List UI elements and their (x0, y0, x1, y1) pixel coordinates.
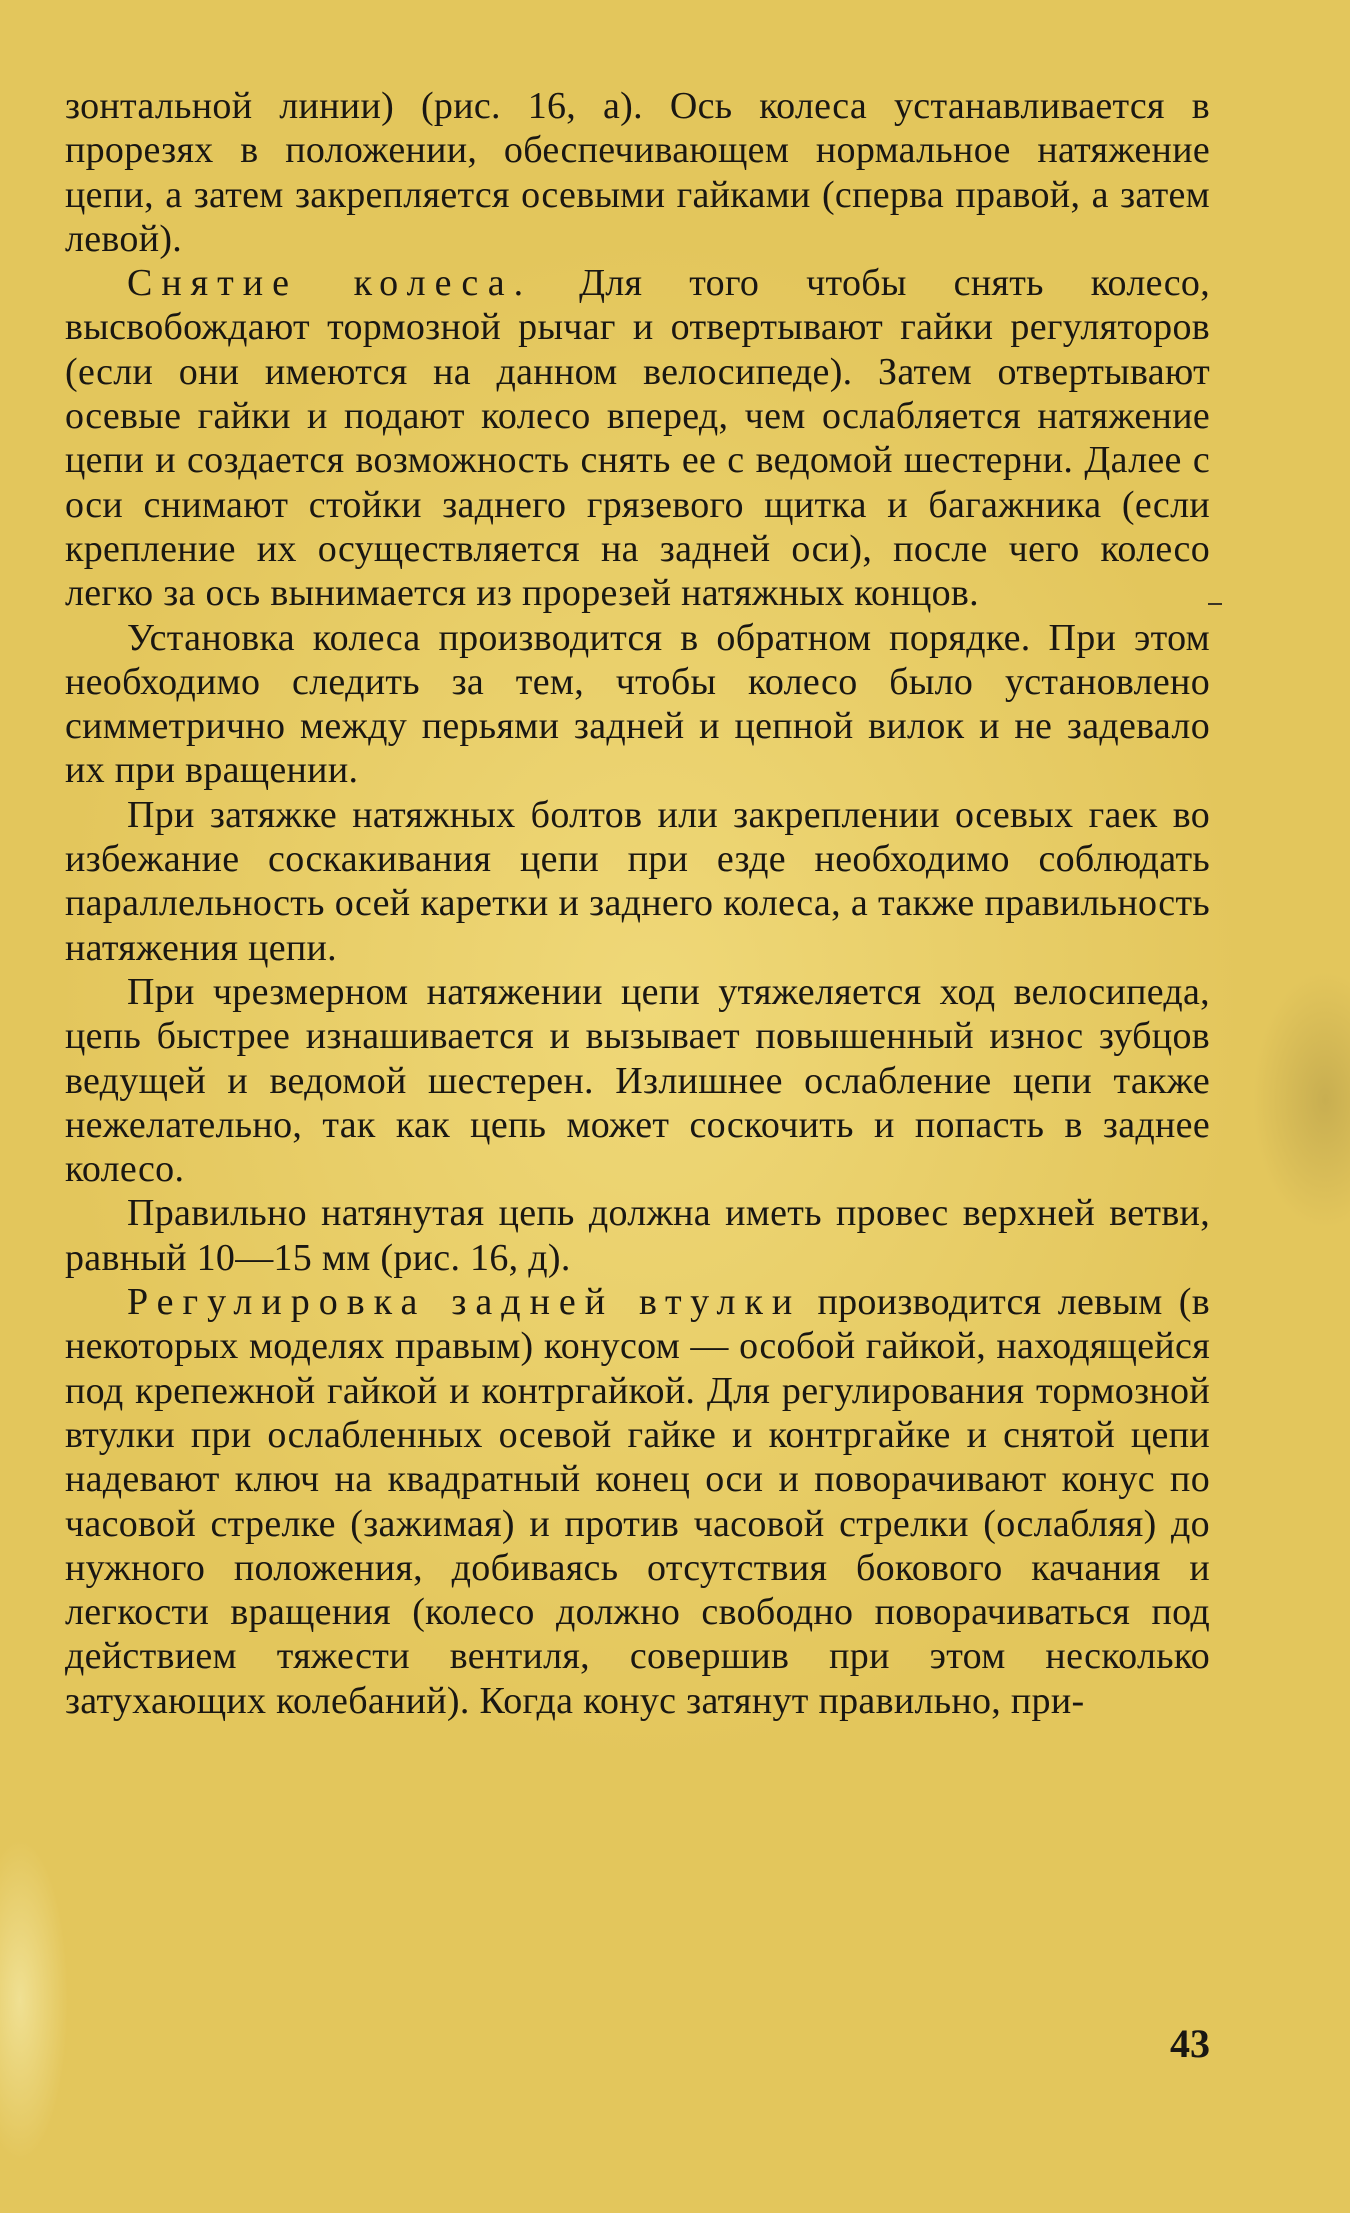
paragraph-1 (65, 84, 1210, 261)
paragraph-4 (65, 793, 1210, 970)
paragraph-5 (65, 970, 1210, 1191)
paragraph-3-text: Установка колеса производится в обратном порядке. При этом необходимо следить за тем, чтобы колесо было установлено симметрично между перьями задней и цепной вилок и не задевало их при вращении. (65, 616, 1210, 792)
paragraph-6-text: Правильно натянутая цепь должна иметь провес верхней ветви, равный 10—15 мм (рис. 16, д). (65, 1192, 1210, 1279)
section-heading-rear-hub: Регулировка задней втулки (127, 1281, 802, 1324)
section-heading-wheel-removal: Снятие колеса. (127, 262, 533, 305)
paragraph-2-text: Для того чтобы снять колесо, высвобождают тормозной рычаг и отвертывают гайки регуляторов (если они имеются на данном велосипеде). Затем отвертывают осевые гайки и подают колесо вперед, чем ослабляется натяжение цепи и создается возможность снять ее с ведомой шестерни. Далее с оси снимают стойки заднего грязевого щитка и багажника (если крепление их осуществляется на задней оси), после чего колесо легко за ось вынимается из прорезей натяжных концов. (65, 262, 1210, 615)
paragraph-7-text: производится левым (в некоторых моделях правым) конусом — особой гайкой, находящейся под крепежной гайкой и контргайкой. Для регулирования тормозной втулки при ослабленных осевой гайке и контргайке и снятой цепи надевают ключ на квадратный конец оси и поворачивают конус по часовой стрелке (зажимая) и против часовой стрелки (ослабляя) до нужного положения, добиваясь отсутствия бокового качания и легкости вращения (колесо должно свободно поворачиваться под действием тяжести вентиля, совершив при этом несколько затухающих колебаний). Когда конус затянут правильно, при- (65, 1281, 1210, 1722)
paragraph-6 (65, 1191, 1210, 1280)
paragraph-1-text: зонтальной линии) (рис. 16, а). Ось колеса устанавливается в прорезях в положении, обеспечивающем нормальное натяжение цепи, а затем закрепляется осевыми гайками (сперва правой, а затем левой). (65, 85, 1210, 260)
body-text (65, 84, 1210, 1723)
margin-mark (1208, 603, 1222, 605)
page-number: 43 (1170, 2021, 1210, 2066)
paragraph-4-text: При затяжке натяжных болтов или закреплении осевых гаек во избежание соскакивания цепи при езде необходимо соблюдать параллельность осей каретки и заднего колеса, а также правильность натяжения цепи. (65, 793, 1210, 969)
paragraph-5-text: При чрезмерном натяжении цепи утяжеляется ход велосипеда, цепь быстрее изнашивается и вызывает повышенный износ зубцов ведущей и ведомой шестерен. Излишнее ослабление цепи также нежелательно, так как цепь может соскочить и попасть в заднее колесо. (65, 970, 1210, 1191)
paragraph-3 (65, 616, 1210, 793)
paragraph-7 (65, 1280, 1210, 1723)
paragraph-2 (65, 261, 1210, 615)
